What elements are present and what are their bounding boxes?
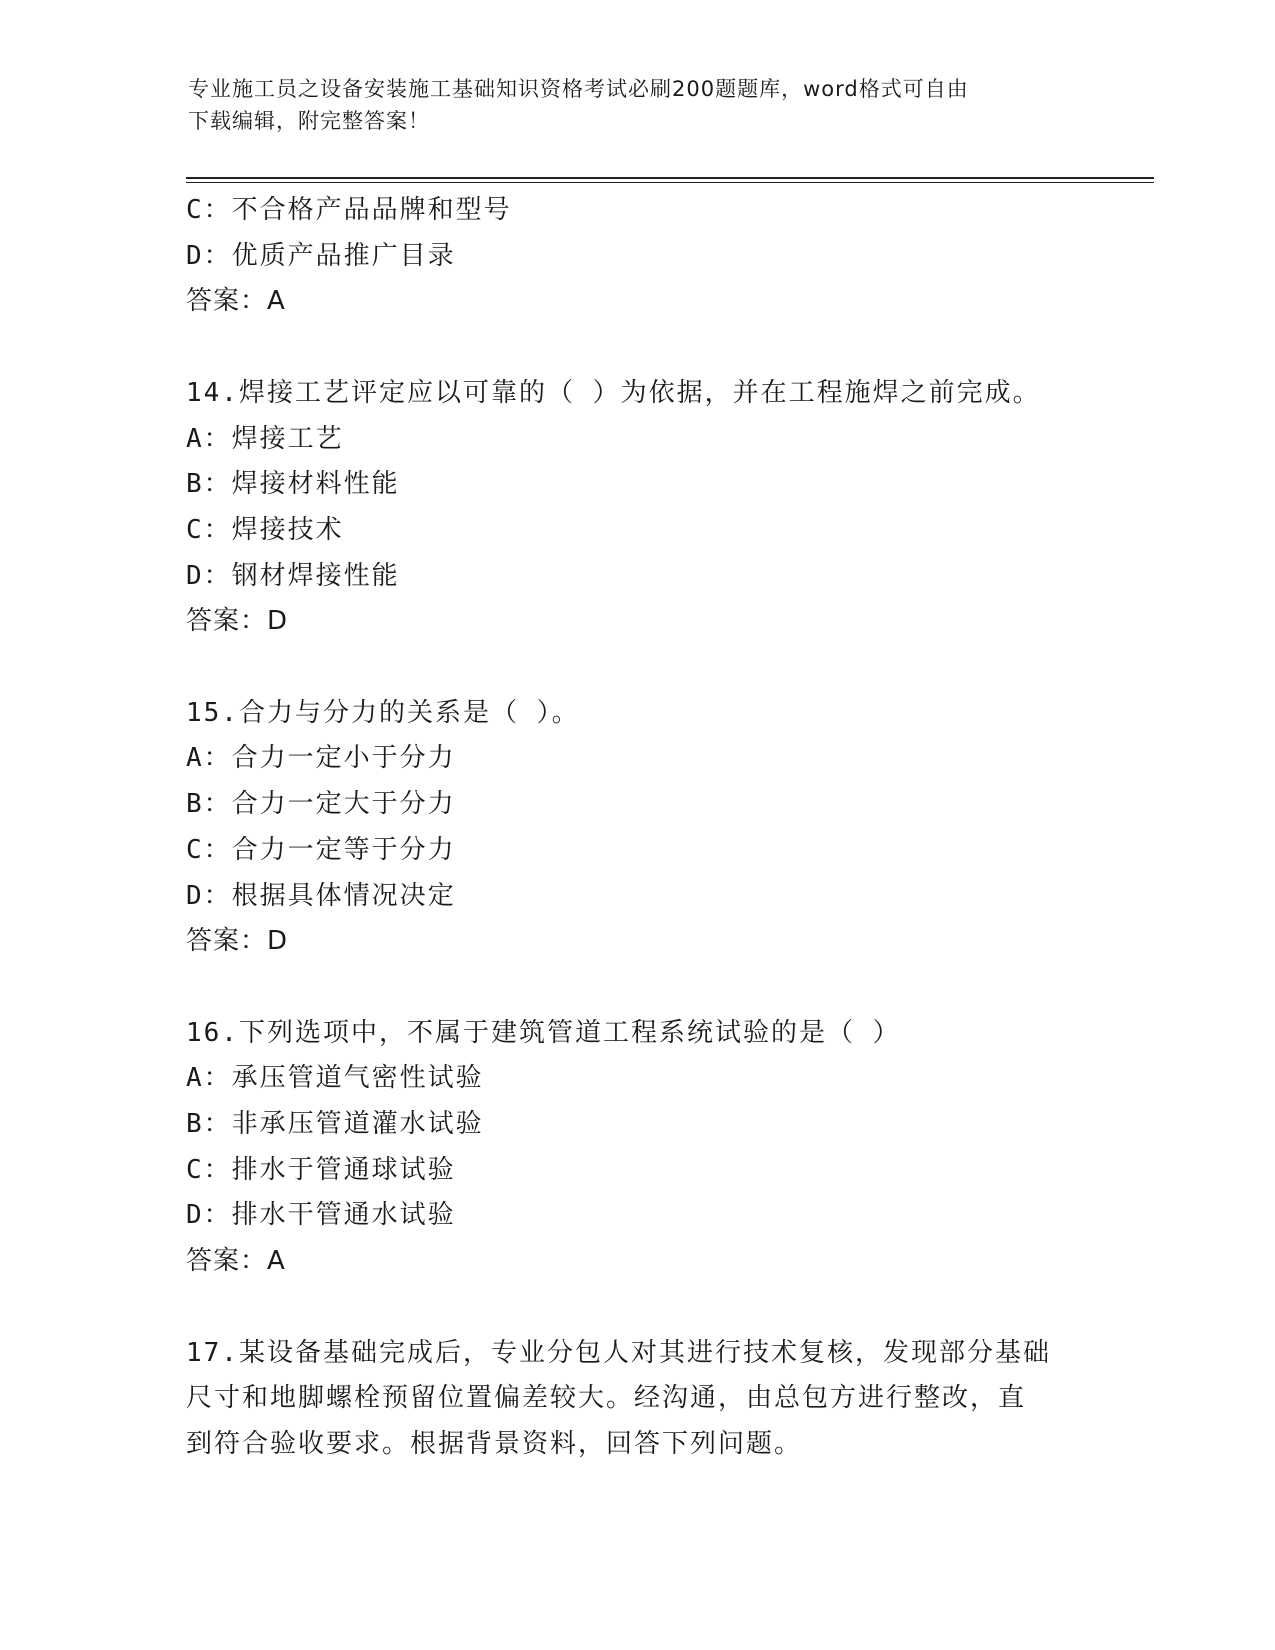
q14-option-a: A：焊接工艺 bbox=[186, 423, 344, 454]
q14-answer: 答案：D bbox=[186, 606, 289, 637]
q15-option-b: B：合力一定大于分力 bbox=[186, 789, 456, 820]
q15-option-c: C：合力一定等于分力 bbox=[186, 834, 456, 865]
q15-option-d: D：根据具体情况决定 bbox=[186, 880, 456, 911]
q17-line-3: 到符合验收要求。根据背景资料，回答下列问题。 bbox=[186, 1428, 803, 1459]
q13-answer: 答案：A bbox=[186, 286, 286, 317]
q15-option-a: A：合力一定小于分力 bbox=[186, 743, 456, 774]
spacer bbox=[186, 965, 1086, 1011]
q16-option-b: B：非承压管道灌水试验 bbox=[186, 1109, 484, 1140]
question-14 bbox=[186, 371, 1086, 645]
question-17 bbox=[186, 1331, 1086, 1468]
question-13 bbox=[186, 188, 1086, 325]
q16-option-d: D：排水干管通水试验 bbox=[186, 1200, 456, 1231]
question-16 bbox=[186, 1011, 1086, 1285]
spacer bbox=[186, 1285, 1086, 1331]
header-divider-thick bbox=[186, 177, 1154, 179]
question-list bbox=[186, 188, 1086, 1468]
q16-answer: 答案：A bbox=[186, 1246, 286, 1277]
q16-option-a: A：承压管道气密性试验 bbox=[186, 1063, 484, 1094]
spacer bbox=[186, 645, 1086, 691]
header-line-2: 下载编辑，附完整答案！ bbox=[188, 109, 430, 133]
spacer bbox=[186, 325, 1086, 371]
question-15 bbox=[186, 691, 1086, 965]
q14-option-d: D：钢材焊接性能 bbox=[186, 560, 400, 591]
q15-answer: 答案：D bbox=[186, 926, 289, 957]
q13-option-c: C：不合格产品品牌和型号 bbox=[186, 195, 512, 225]
q16-question: 16.下列选项中，不属于建筑管道工程系统试验的是（ ） bbox=[186, 1017, 901, 1048]
q14-option-c: C：焊接技术 bbox=[186, 514, 344, 545]
q14-question: 14.焊接工艺评定应以可靠的（ ）为依据，并在工程施焊之前完成。 bbox=[186, 377, 1041, 408]
q16-option-c: C：排水于管通球试验 bbox=[186, 1154, 456, 1185]
q14-option-b: B：焊接材料性能 bbox=[186, 469, 400, 500]
header-divider-thin bbox=[186, 182, 1154, 183]
q17-line-2: 尺寸和地脚螺栓预留位置偏差较大。经沟通，由总包方进行整改，直 bbox=[186, 1383, 1027, 1414]
header-line-1: 专业施工员之设备安装施工基础知识资格考试必刷200题题库，word格式可自由 bbox=[188, 77, 969, 101]
q15-question: 15.合力与分力的关系是（ ）。 bbox=[186, 697, 580, 728]
q17-line-1: 17.某设备基础完成后，专业分包人对其进行技术复核，发现部分基础 bbox=[186, 1337, 1051, 1368]
q13-option-d: D：优质产品推广目录 bbox=[186, 240, 456, 271]
document-header bbox=[188, 73, 1088, 137]
